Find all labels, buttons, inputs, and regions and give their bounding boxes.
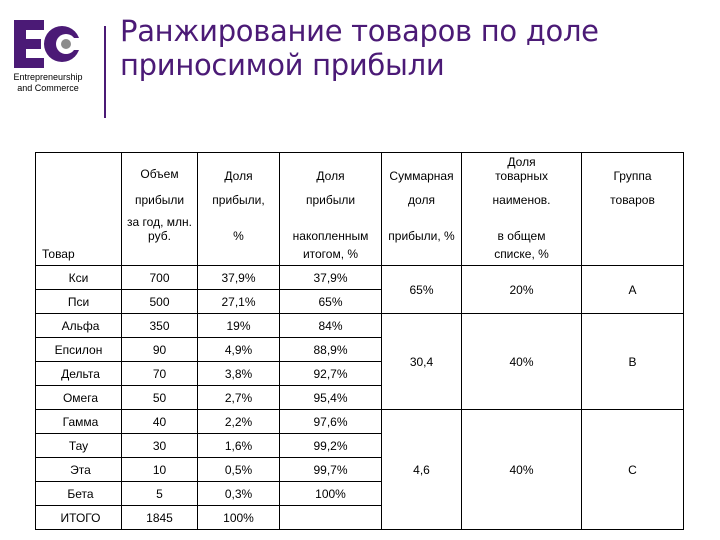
header-volume [122, 153, 198, 266]
header-items-line: товарных [495, 169, 548, 183]
group-items-share: 20% [462, 266, 582, 314]
header-cum-line: прибыли [305, 193, 356, 207]
table-row [36, 314, 684, 338]
cum-cell: 99,7% [280, 458, 382, 482]
volume-cell: 40 [122, 410, 198, 434]
share-cell: 2,2% [198, 410, 280, 434]
share-cell: 100% [198, 506, 280, 530]
header-items-line: Доля [507, 155, 536, 169]
group-items-share: 40% [462, 410, 582, 530]
header-volume-line: Объем [140, 167, 179, 181]
header-row [36, 153, 684, 266]
product-name: Дельта [36, 362, 122, 386]
product-name: Омега [36, 386, 122, 410]
cum-cell: 84% [280, 314, 382, 338]
volume-cell: 500 [122, 290, 198, 314]
group-label: С [582, 410, 684, 530]
cum-cell: 95,4% [280, 386, 382, 410]
header-product-label: Товар [42, 247, 75, 261]
cum-cell: 99,2% [280, 434, 382, 458]
header-share-line: Доля [224, 169, 253, 183]
title-line-2: приносимой прибыли [120, 48, 445, 82]
header-items-share [462, 153, 582, 266]
group-total-share: 65% [382, 266, 462, 314]
table-row [36, 410, 684, 434]
header-volume-line: прибыли [134, 193, 185, 207]
volume-cell: 10 [122, 458, 198, 482]
header-total-line: доля [408, 193, 435, 207]
cum-cell: 37,9% [280, 266, 382, 290]
share-cell: 0,3% [198, 482, 280, 506]
product-name: Эта [36, 458, 122, 482]
product-name: Альфа [36, 314, 122, 338]
table-row [36, 266, 684, 290]
product-name: Гамма [36, 410, 122, 434]
header-total-line: прибыли, % [388, 229, 455, 243]
header-items-line: наименов. [492, 193, 551, 207]
ranking-table [35, 152, 684, 530]
header-group-line: Группа [613, 169, 652, 183]
cum-cell: 65% [280, 290, 382, 314]
cum-cell: 92,7% [280, 362, 382, 386]
group-total-share: 30,4 [382, 314, 462, 410]
cum-cell: 97,6% [280, 410, 382, 434]
title-line-1: Ранжирование товаров по доле [120, 14, 599, 48]
header-items-line: в общем [497, 229, 546, 243]
title-divider [104, 26, 106, 118]
share-cell: 4,9% [198, 338, 280, 362]
product-name: Тау [36, 434, 122, 458]
header-total-share [382, 153, 462, 266]
group-label: А [582, 266, 684, 314]
share-cell: 2,7% [198, 386, 280, 410]
logo [8, 18, 100, 94]
header-volume-line: руб. [148, 229, 171, 243]
header-total-line: Суммарная [389, 169, 454, 183]
group-label: В [582, 314, 684, 410]
volume-cell: 1845 [122, 506, 198, 530]
product-name: ИТОГО [36, 506, 122, 530]
cum-cell [280, 506, 382, 530]
product-name: Бета [36, 482, 122, 506]
header-group-line: товаров [610, 193, 655, 207]
share-cell: 37,9% [198, 266, 280, 290]
share-cell: 19% [198, 314, 280, 338]
share-cell: 0,5% [198, 458, 280, 482]
volume-cell: 90 [122, 338, 198, 362]
header-items-line: списке, % [494, 247, 549, 261]
header-share [198, 153, 280, 266]
ec-logo-icon [10, 18, 82, 70]
product-name: Пси [36, 290, 122, 314]
header-cum-share [280, 153, 382, 266]
group-items-share: 40% [462, 314, 582, 410]
header-group [582, 153, 684, 266]
header-product [36, 153, 122, 266]
cum-cell: 100% [280, 482, 382, 506]
volume-cell: 5 [122, 482, 198, 506]
volume-cell: 30 [122, 434, 198, 458]
product-name: Кси [36, 266, 122, 290]
header-share-line: прибыли, [212, 193, 265, 207]
header-volume-line: за год, млн. [127, 215, 192, 229]
product-name: Епсилон [36, 338, 122, 362]
group-total-share: 4,6 [382, 410, 462, 530]
cum-cell: 88,9% [280, 338, 382, 362]
volume-cell: 50 [122, 386, 198, 410]
share-cell: 27,1% [198, 290, 280, 314]
volume-cell: 350 [122, 314, 198, 338]
share-cell: 1,6% [198, 434, 280, 458]
header-share-line: % [233, 229, 244, 243]
logo-line-1: Entrepreneurship [13, 72, 83, 82]
page-title [120, 14, 710, 82]
logo-line-2: and Commerce [17, 83, 79, 93]
share-cell: 3,8% [198, 362, 280, 386]
header-cum-line: Доля [316, 169, 345, 183]
header-cum-line: накопленным [292, 229, 369, 243]
volume-cell: 70 [122, 362, 198, 386]
volume-cell: 700 [122, 266, 198, 290]
header-cum-line: итогом, % [302, 247, 359, 261]
